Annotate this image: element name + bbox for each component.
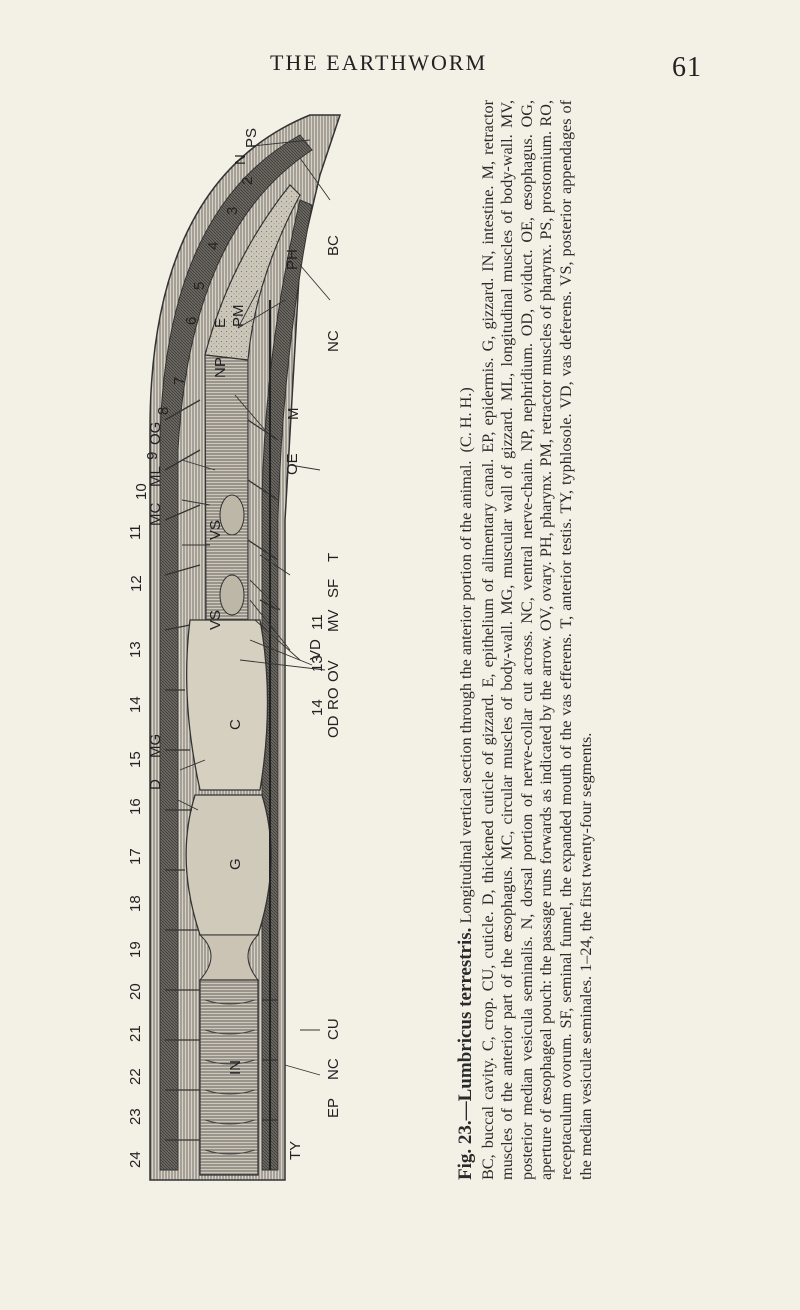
running-title: THE EARTHWORM bbox=[270, 50, 488, 75]
segment-number-2: 2 bbox=[239, 176, 256, 185]
label-d: D bbox=[147, 779, 164, 790]
label-13: 13 bbox=[309, 655, 326, 672]
label-ep: EP bbox=[325, 1097, 342, 1118]
segment-number-15: 15 bbox=[127, 751, 144, 768]
segment-number-12: 12 bbox=[128, 575, 145, 592]
segment-number-19: 19 bbox=[127, 941, 144, 958]
label-m: M bbox=[285, 407, 302, 420]
label-t: T bbox=[325, 552, 342, 562]
segment-number-3: 3 bbox=[224, 206, 241, 215]
caption-title: Longitudinal vertical section through the anterior portion of the animal. bbox=[457, 460, 475, 924]
segment-number-16: 16 bbox=[127, 798, 144, 815]
figure-caption bbox=[456, 100, 651, 1180]
segment-number-20: 20 bbox=[127, 983, 144, 1000]
label-nc2: NC bbox=[325, 1058, 342, 1080]
label-ph: PH bbox=[284, 249, 301, 270]
segment-number-9: 9 bbox=[144, 451, 161, 460]
label-vd: VD bbox=[307, 639, 324, 660]
label-mv: MV bbox=[325, 609, 342, 632]
label-in: IN bbox=[227, 1060, 244, 1075]
label-ty: TY bbox=[287, 1140, 304, 1160]
page-number: 61 bbox=[672, 52, 702, 83]
label-vs1: VS bbox=[207, 519, 224, 540]
label-bc: BC bbox=[325, 235, 342, 256]
label-n: N bbox=[232, 154, 249, 165]
segment-number-4: 4 bbox=[205, 241, 222, 250]
label-ml: ML bbox=[147, 466, 164, 487]
label-vs2: VS bbox=[207, 609, 224, 630]
crop bbox=[187, 620, 268, 790]
segment-number-10: 10 bbox=[133, 483, 150, 500]
segment-number-14: 14 bbox=[127, 696, 144, 713]
label-ro: RO bbox=[325, 687, 342, 710]
segment-number-7: 7 bbox=[171, 376, 188, 385]
segment-number-21: 21 bbox=[127, 1025, 144, 1042]
label-pm: PM bbox=[230, 304, 247, 327]
label-e: E bbox=[212, 317, 229, 328]
label-nc: NC bbox=[325, 330, 342, 352]
segment-number-5: 5 bbox=[191, 281, 208, 290]
label-oe: OE bbox=[284, 453, 301, 475]
label-mc: MC bbox=[147, 502, 164, 526]
segment-number-8: 8 bbox=[155, 406, 172, 415]
segment-number-22: 22 bbox=[127, 1068, 144, 1085]
label-og: OG bbox=[147, 421, 164, 445]
label-ps: PS bbox=[243, 127, 260, 148]
label-cu: CU bbox=[325, 1018, 342, 1040]
segment-number-13: 13 bbox=[127, 641, 144, 658]
segment-number-18: 18 bbox=[127, 895, 144, 912]
label-14: 14 bbox=[309, 699, 326, 716]
label-mg: MG bbox=[147, 733, 164, 758]
caption-lead: Fig. 23.—Lumbricus terrestris. bbox=[455, 927, 476, 1180]
label-np: NP bbox=[212, 357, 229, 378]
label-11: 11 bbox=[309, 614, 326, 630]
segment-number-6: 6 bbox=[183, 316, 200, 325]
segment-number-24: 24 bbox=[127, 1151, 144, 1168]
segment-number-17: 17 bbox=[127, 848, 144, 865]
intestine bbox=[200, 980, 258, 1175]
label-c: C bbox=[227, 719, 244, 730]
vesicula-seminalis-2 bbox=[220, 575, 244, 615]
label-ov: OV bbox=[325, 660, 342, 682]
label-g: G bbox=[227, 858, 244, 870]
segment-number-11: 11 bbox=[127, 524, 144, 540]
caption-author: (C. H. H.) bbox=[457, 387, 475, 453]
label-od: OD bbox=[325, 715, 342, 738]
segment-number-23: 23 bbox=[127, 1108, 144, 1125]
caption-body: BC, buccal cavity. C, crop. CU, cuticle. D, thickened cuticle of gizzard. E, epithelium of alimentary canal. EP, epidermis. G, gizzard. IN, intestine. M, retractor muscles of the anterior part of the œsophagus. MC, circular muscles of body-wall. MG, muscular wall of gizzard. ML, longitudinal muscles of body-wall. MV, posterior median vesicula seminalis. N, dorsal portion of nerve-collar cut across. NC, ventral nerve-chain. NP, nephridium. OD, oviduct. OE, œsophagus. OG, aperture of œsophageal pouch: the passage runs forwards as indicated by the arrow. OV, ovary. PH, pharynx. PM, retractor muscles of pharynx. PS, prostomium. RO, receptaculum ovorum. SF, seminal funnel, the expanded mouth of the vas efferens. T, anterior testis. TY, typhlosole. VD, vas deferens. VS, posterior appendages of the median vesiculæ seminales. 1–24, the first twenty-four segments. bbox=[478, 100, 595, 1180]
label-sf: SF bbox=[325, 578, 342, 598]
